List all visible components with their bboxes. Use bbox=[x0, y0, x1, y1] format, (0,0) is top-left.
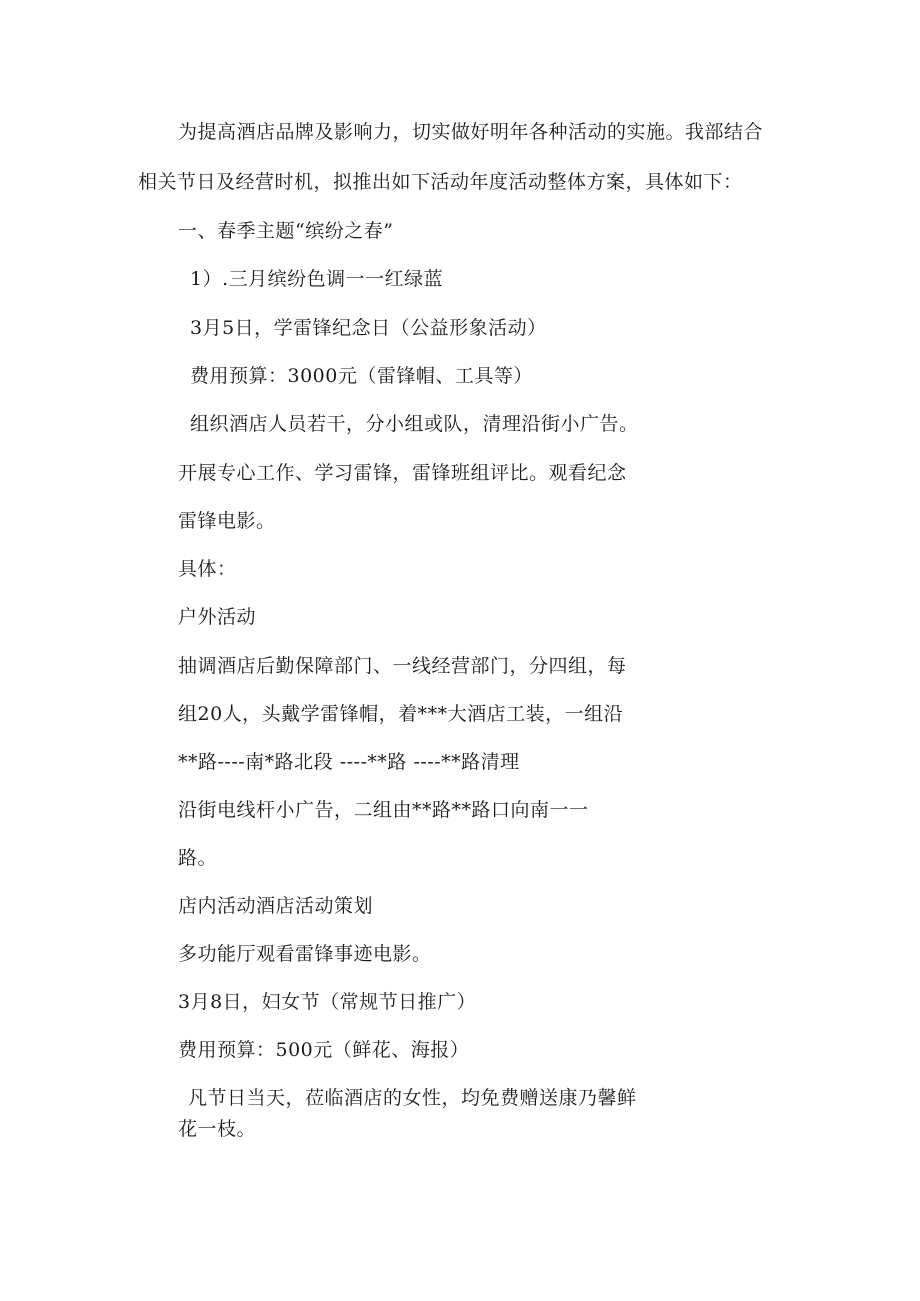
budget-lei-feng: 费用预算：3000元（雷锋帽、工具等） bbox=[190, 365, 533, 387]
body-line: 组织酒店人员若干，分小组或队，清理沿街小广告。 bbox=[190, 413, 639, 435]
section-heading-spring: 一、春季主题“缤纷之春” bbox=[178, 220, 394, 242]
event-date-womens-day: 3月8日，妇女节（常规节日推广） bbox=[178, 991, 477, 1013]
label-outdoor-activity: 户外活动 bbox=[178, 606, 257, 628]
label-details: 具体： bbox=[178, 558, 237, 580]
budget-womens-day: 费用预算：500元（鲜花、海报） bbox=[178, 1039, 470, 1061]
body-line: 沿街电线杆小广告，二组由**路**路口向南一一 bbox=[178, 799, 589, 821]
body-line: 多功能厅观看雷锋事迹电影。 bbox=[178, 943, 432, 965]
body-line: 凡节日当天，莅临酒店的女性，均免费赠送康乃馨鲜 bbox=[188, 1087, 637, 1109]
body-line: **路----南*路北段 ----**路 ----**路清理 bbox=[178, 751, 520, 773]
paragraph-line-1: 为提高酒店品牌及影响力，切实做好明年各种活动的实施。我部结合 bbox=[178, 121, 764, 143]
body-line: 抽调酒店后勤保障部门、一线经营部门，分四组，每 bbox=[178, 655, 627, 677]
paragraph-line-2: 相关节日及经营时机，拟推出如下活动年度活动整体方案，具体如下： bbox=[138, 171, 743, 193]
body-line: 雷锋电影。 bbox=[178, 510, 276, 532]
label-indoor-activity: 店内活动酒店活动策划 bbox=[178, 895, 374, 917]
event-date-lei-feng: 3月5日，学雷锋纪念日（公益形象活动） bbox=[190, 317, 547, 339]
body-line: 花一枝。 bbox=[178, 1118, 257, 1140]
body-line: 开展专心工作、学习雷锋，雷锋班组评比。观看纪念 bbox=[178, 462, 627, 484]
body-line: 组20人，头戴学雷锋帽，着***大酒店工装，一组沿 bbox=[178, 703, 624, 725]
subsection-heading-march: 1）.三月缤纷色调一一红绿蓝 bbox=[190, 268, 444, 290]
body-line: 路。 bbox=[178, 847, 218, 869]
